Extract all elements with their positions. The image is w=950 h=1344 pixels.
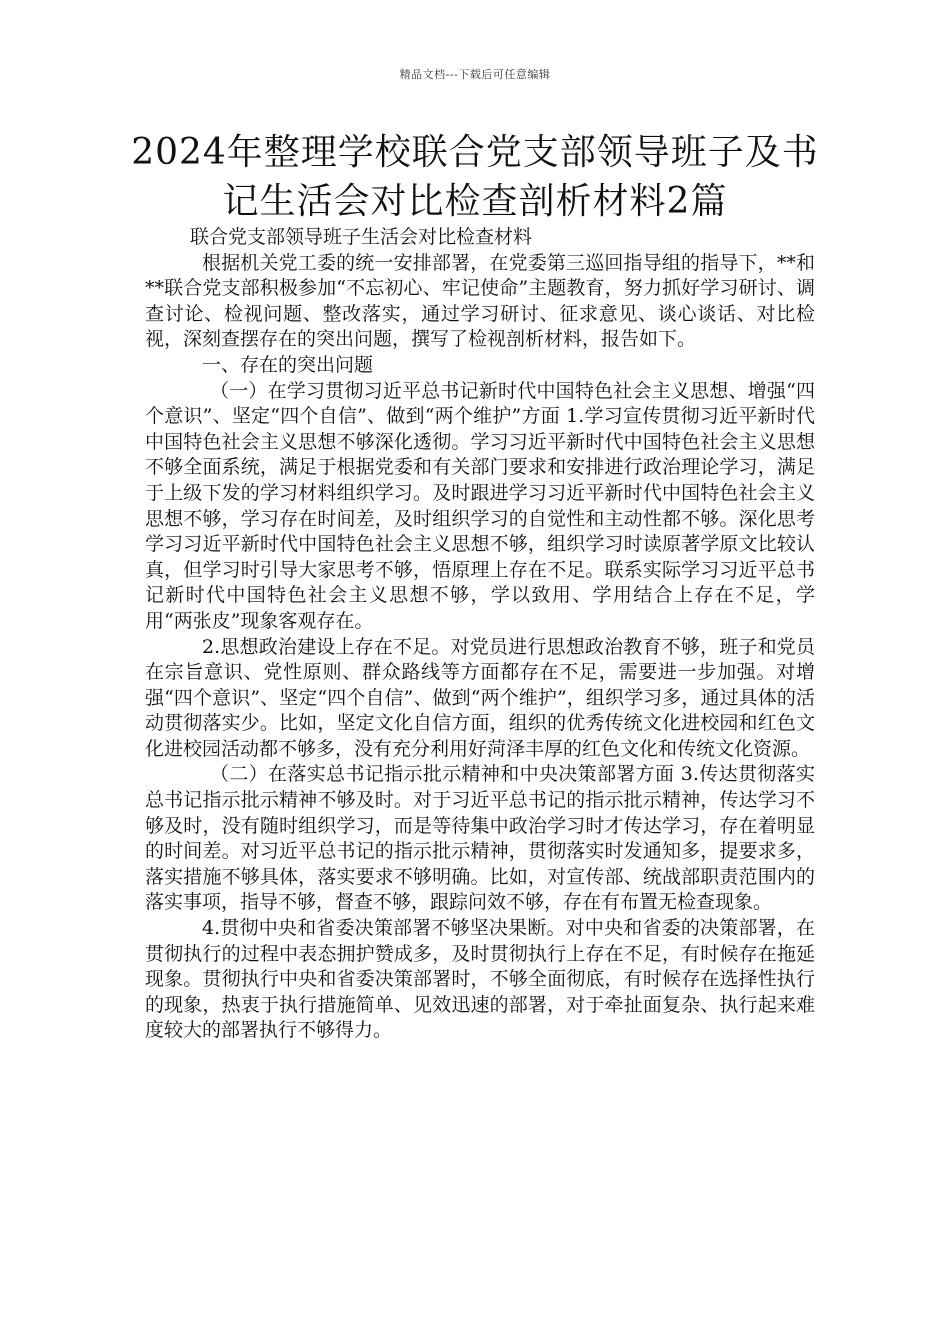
header-note: 精品文档---下载后可任意编辑 [399,68,551,81]
document-subtitle: 联合党支部领导班子生活会对比检查材料 [190,226,533,248]
intro-paragraph: 根据机关党工委的统一安排部署，在党委第三巡回指导组的指导下，**和**联合党支部积极参加“不忘初心、牢记使命”主题教育，努力抓好学习研讨、调查讨论、检视问题、整改落实，通过学习研讨、征求意见、谈心谈话、对比检视，深刻查摆存在的突出问题，撰写了检视剖析材料，报告如下。 [145,251,815,351]
item-four-paragraph: 4.贯彻中央和省委决策部署不够坚决果断。对中央和省委的决策部署，在贯彻执行的过程中表态拥护赞成多，及时贯彻执行上存在不足，有时候存在拖延现象。贯彻执行中央和省委决策部署时，不够全面彻底，有时候存在选择性执行的现象，热衷于执行措施简单、见效迅速的部署，对于牵扯面复杂、执行起来难度较大的部署执行不够得力。 [145,917,815,1042]
document-body [145,225,815,1044]
item-two-paragraph: 2.思想政治建设上存在不足。对党员进行思想政治教育不够，班子和党员在宗旨意识、党性原则、群众路线等方面都存在不足，需要进一步加强。对增强“四个意识”、坚定“四个自信”、做到“两个维护”，组织学习多，通过具体的活动贯彻落实少。比如，坚定文化自信方面，组织的优秀传统文化进校园和红色文化进校园活动都不够多，没有充分利用好菏泽丰厚的红色文化和传统文化资源。 [145,635,815,760]
section-two-paragraph: （二）在落实总书记指示批示精神和中央决策部署方面 3.传达贯彻落实总书记指示批示精神不够及时。对于习近平总书记的指示批示精神，传达学习不够及时，没有随时组织学习，而是等待集中政治学习时才传达学习，存在着明显的时间差。对习近平总书记的指示批示精神，贯彻落实时发通知多，提要求多，落实措施不够具体，落实要求不够明确。比如，对宣传部、统战部职责范围内的落实事项，指导不够，督查不够，跟踪问效不够，存在有布置无检查现象。 [145,763,815,914]
section-one-paragraph: （一）在学习贯彻习近平总书记新时代中国特色社会主义思想、增强“四个意识”、坚定“四个自信”、做到“两个维护”方面 1.学习宣传贯彻习近平新时代中国特色社会主义思想不够深化透彻。学习习近平新时代中国特色社会主义思想不够全面系统，满足于根据党委和有关部门要求和安排进行政治理论学习，满足于上级下发的学习材料组织学习。及时跟进学习习近平新时代中国特色社会主义思想不够，学习存在时间差，及时组织学习的自觉性和主动性都不够。深化思考学习习近平新时代中国特色社会主义思想不够，组织学习时读原著学原文比较认真，但学习时引导大家思考不够，悟原理上存在不足。联系实际学习习近平总书记新时代中国特色社会主义思想不够，学以致用、学用结合上存在不足，学用“两张皮”现象客观存在。 [145,379,815,632]
section-heading: 一、存在的突出问题 [202,353,374,376]
document-title: 2024年整理学校联合党支部领导班子及书记生活会对比检查剖析材料2篇 [131,132,819,222]
